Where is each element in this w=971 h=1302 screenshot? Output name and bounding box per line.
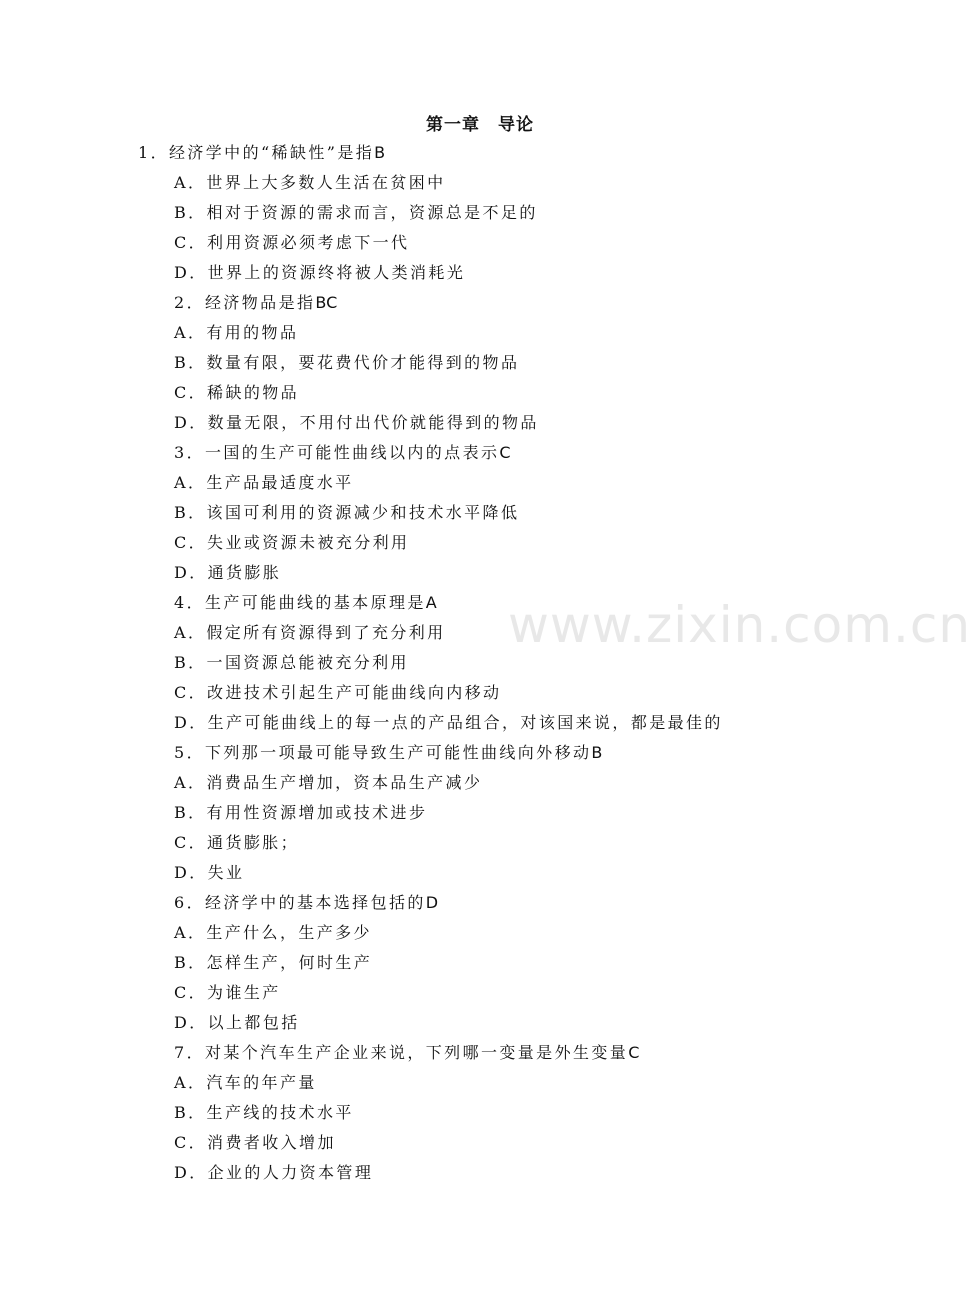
option-line: A．汽车的年产量 <box>174 1073 317 1092</box>
option-line: C．消费者收入增加 <box>174 1133 336 1152</box>
option-line: D．以上都包括 <box>174 1013 300 1032</box>
option-line: A．假定所有资源得到了充分利用 <box>174 623 446 642</box>
option-line: D．生产可能曲线上的每一点的产品组合，对该国来说，都是最佳的 <box>174 713 723 732</box>
option-line: D．世界上的资源终将被人类消耗光 <box>174 263 466 282</box>
option-line: B．该国可利用的资源减少和技术水平降低 <box>174 503 520 522</box>
option-line: C．稀缺的物品 <box>174 383 300 402</box>
option-line: D．通货膨胀 <box>174 563 282 582</box>
answer-key: C <box>499 443 511 462</box>
option-line: A．生产什么，生产多少 <box>174 923 372 942</box>
question-line: 7．对某个汽车生产企业来说，下列哪一变量是外生变量C <box>174 1043 640 1062</box>
question-line: 3．一国的生产可能性曲线以内的点表示C <box>174 443 511 462</box>
answer-key: BC <box>315 293 338 312</box>
option-line: B．怎样生产，何时生产 <box>174 953 373 972</box>
answer-key: C <box>628 1043 640 1062</box>
chapter-name: 导论 <box>498 115 534 135</box>
option-line: D．企业的人力资本管理 <box>174 1163 374 1182</box>
option-line: B．一国资源总能被充分利用 <box>174 653 409 672</box>
option-line: C．改进技术引起生产可能曲线向内移动 <box>174 683 502 702</box>
option-line: A．生产品最适度水平 <box>174 473 354 492</box>
question-line: 5．下列那一项最可能导致生产可能性曲线向外移动B <box>174 743 603 762</box>
option-line: A．世界上大多数人生活在贫困中 <box>174 173 446 192</box>
option-line: C．为谁生产 <box>174 983 281 1002</box>
option-line: D．数量无限，不用付出代价就能得到的物品 <box>174 413 539 432</box>
answer-key: B <box>591 743 603 762</box>
option-line: A．有用的物品 <box>174 323 299 342</box>
option-line: B．有用性资源增加或技术进步 <box>174 803 428 822</box>
option-line: B．生产线的技术水平 <box>174 1103 354 1122</box>
option-line: D．失业 <box>174 863 245 882</box>
option-line: C．通货膨胀； <box>174 833 300 852</box>
question-line: 6．经济学中的基本选择包括的D <box>174 893 439 912</box>
option-line: B．相对于资源的需求而言，资源总是不足的 <box>174 203 538 222</box>
chapter-title <box>0 110 960 135</box>
answer-key: D <box>425 893 439 912</box>
question-line: 1．经济学中的“稀缺性”是指B <box>138 143 386 162</box>
chapter-number: 第一章 <box>426 115 480 135</box>
question-line: 2．经济物品是指BC <box>174 293 338 312</box>
option-line: C．利用资源必须考虑下一代 <box>174 233 410 252</box>
option-line: B．数量有限，要花费代价才能得到的物品 <box>174 353 520 372</box>
answer-key: B <box>374 143 386 162</box>
option-line: C．失业或资源未被充分利用 <box>174 533 410 552</box>
answer-key: A <box>425 593 437 612</box>
option-line: A．消费品生产增加，资本品生产减少 <box>174 773 483 792</box>
watermark: www.zixin.com.cn <box>508 596 971 654</box>
question-line: 4．生产可能曲线的基本原理是A <box>174 593 437 612</box>
